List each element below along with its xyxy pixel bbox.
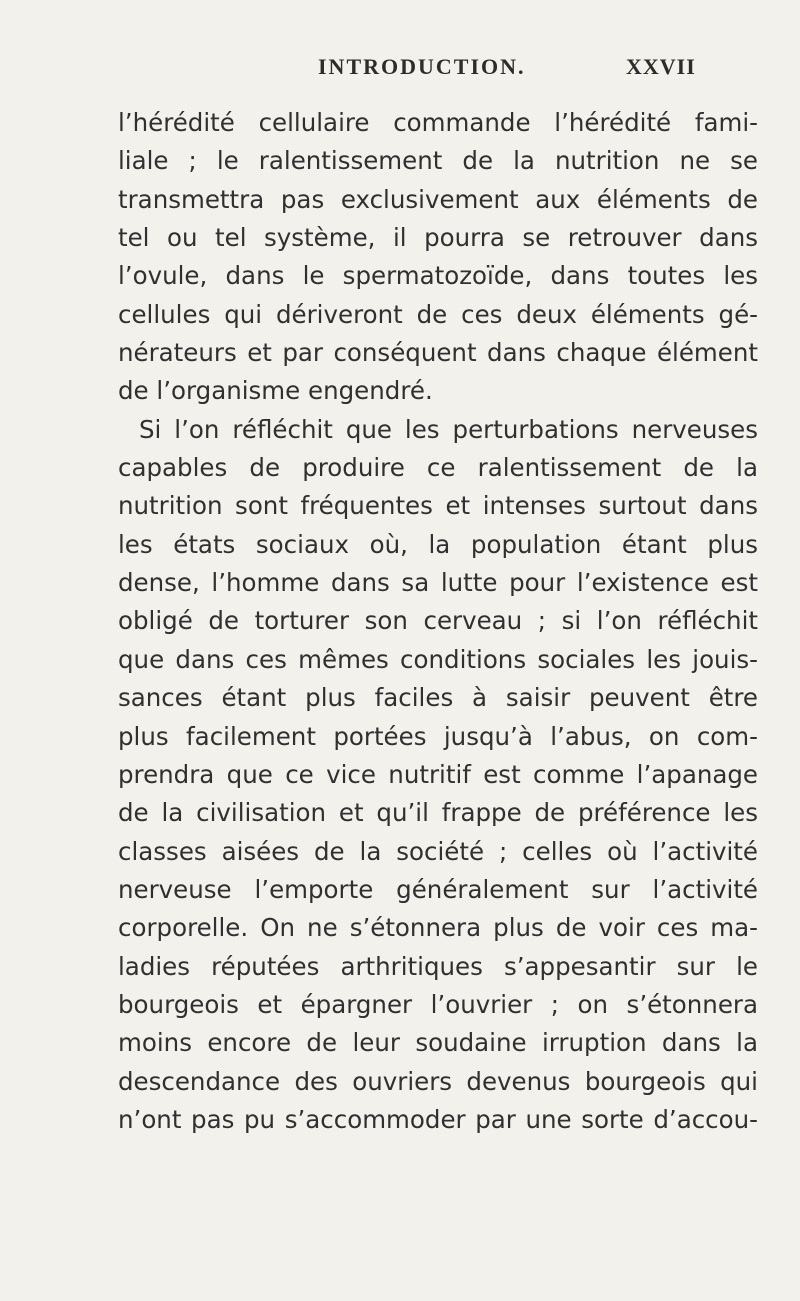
- text-line: nerveuse l’emporte généralement sur l’activité: [118, 874, 758, 904]
- text-line: nérateurs et par conséquent dans chaque élément: [118, 338, 758, 368]
- text-line: nutrition sont fréquentes et intenses surtout dans: [118, 491, 758, 521]
- page-number: XXVII: [626, 54, 696, 79]
- text-line: de la civilisation et qu’il frappe de préférence les: [118, 798, 758, 828]
- text-line: transmettra pas exclusivement aux éléments de: [118, 184, 758, 214]
- text-line: dense, l’homme dans sa lutte pour l’existence est: [118, 568, 758, 598]
- text-line: descendance des ouvriers devenus bourgeois qui: [118, 1066, 758, 1096]
- text-line: liale ; le ralentissement de la nutrition ne se: [118, 146, 758, 176]
- text-line: ladies réputées arthritiques s’appesantir sur le: [118, 951, 758, 981]
- text-line: prendra que ce vice nutritif est comme l’apanage: [118, 759, 758, 789]
- text-line: que dans ces mêmes conditions sociales les jouis-: [118, 644, 758, 674]
- text-line: obligé de torturer son cerveau ; si l’on réfléchit: [118, 606, 758, 636]
- text-line: l’ovule, dans le spermatozoïde, dans toutes les: [118, 261, 758, 291]
- running-head-title: INTRODUCTION.: [318, 54, 526, 79]
- text-line: l’hérédité cellulaire commande l’hérédité fami-: [118, 108, 758, 137]
- text-line: plus facilement portées jusqu’à l’abus, on com-: [118, 721, 758, 751]
- text-line: classes aisées de la société ; celles où l’activité: [118, 836, 758, 866]
- text-line: moins encore de leur soudaine irruption dans la: [118, 1028, 758, 1058]
- text-line: tel ou tel système, il pourra se retrouver dans: [118, 223, 758, 253]
- text-line: les états sociaux où, la population étant plus: [118, 529, 758, 559]
- text-line: capables de produire ce ralentissement de la: [118, 453, 758, 483]
- text-line: de l’organisme engendré.: [118, 376, 433, 406]
- body-text: [118, 104, 758, 1139]
- text-line: n’ont pas pu s’accommoder par une sorte d’accou-: [118, 1104, 758, 1134]
- running-head: [0, 54, 800, 84]
- text-line: cellules qui dériveront de ces deux éléments gé-: [118, 299, 758, 329]
- text-line: corporelle. On ne s’étonnera plus de voir ces ma-: [118, 913, 758, 943]
- text-line: sances étant plus faciles à saisir peuvent être: [118, 683, 758, 713]
- text-line: Si l’on réfléchit que les perturbations nerveuses: [139, 414, 758, 444]
- text-line: bourgeois et épargner l’ouvrier ; on s’étonnera: [118, 989, 758, 1019]
